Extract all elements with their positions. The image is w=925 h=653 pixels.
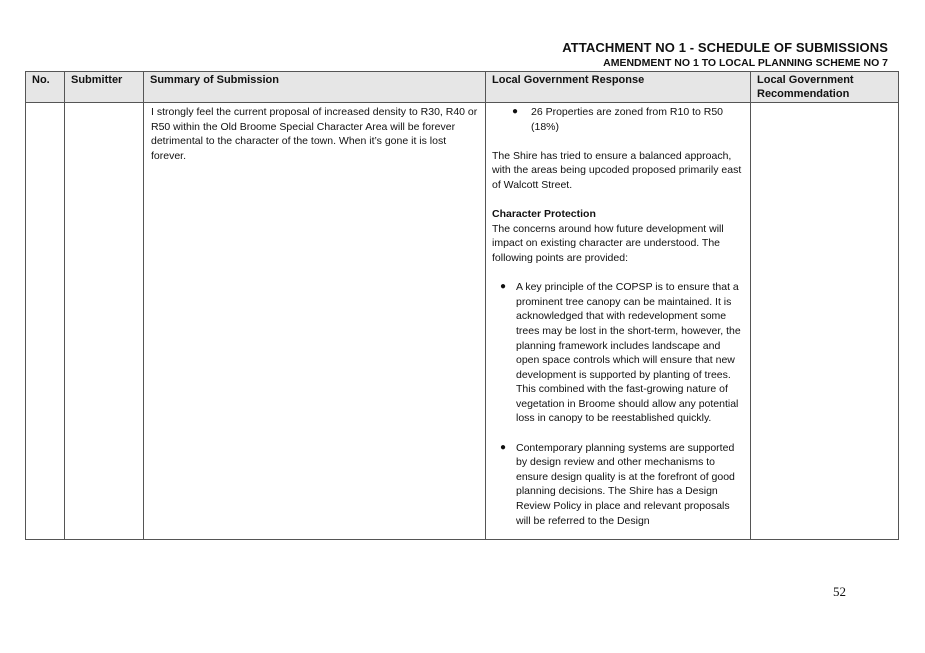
column-header-summary: Summary of Submission: [144, 72, 486, 103]
page-number: 52: [833, 584, 846, 599]
response-bullet-text: Contemporary planning systems are supported by design review and other mechanisms to ensure design quality is at the forefront of good planning decisions. The Shire has a Design Review Policy in place and relevant proposals will be referred to the Design: [516, 441, 735, 527]
cell-no: [26, 103, 65, 540]
column-header-recommendation: Local Government Recommendation: [751, 72, 899, 103]
column-header-submitter: Submitter: [65, 72, 144, 103]
bullet-icon: ●: [500, 441, 507, 453]
cell-summary: I strongly feel the current proposal of increased density to R30, R40 or R50 within the Old Broome Special Character Area will be forever detrimental to the character of the town. When it’s gone it is lost forever.: [144, 103, 486, 540]
response-bullet-properties: [492, 105, 744, 134]
response-heading-character: Character Protection: [492, 208, 596, 221]
cell-response: [486, 103, 751, 540]
table-header-row: [26, 72, 899, 103]
document-subtitle: AMENDMENT NO 1 TO LOCAL PLANNING SCHEME NO 7: [603, 57, 888, 69]
table-row: [26, 103, 899, 540]
submissions-table: [25, 71, 899, 540]
response-paragraph-concerns: The concerns around how future development will impact on existing character are understood. The following points are provided:: [492, 222, 724, 264]
document-title: ATTACHMENT NO 1 - SCHEDULE OF SUBMISSIONS: [562, 40, 888, 55]
column-header-response: Local Government Response: [486, 72, 751, 103]
response-bullet-text: A key principle of the COPSP is to ensure that a prominent tree canopy can be maintained. It is acknowledged that with redevelopment some trees may be lost in the short-term, however, the planning framework includes landscape and open space controls which will ensure that new development is supported by planting of trees. This combined with the fast-growing nature of vegetation in Broome should allow any potential loss in canopy to be reestablished quickly.: [516, 281, 741, 425]
cell-submitter: [65, 103, 144, 540]
cell-recommendation: [751, 103, 899, 540]
bullet-icon: ●: [500, 281, 507, 293]
response-bullet-canopy: [492, 280, 744, 426]
response-bullet-text: 26 Properties are zoned from R10 to R50 (18%): [531, 106, 724, 133]
column-header-no: No.: [26, 72, 65, 103]
response-paragraph-balanced: The Shire has tried to ensure a balanced approach, with the areas being upcoded proposed primarily east of Walcott Street.: [492, 149, 742, 191]
response-bullet-design: [492, 441, 744, 529]
bullet-icon: ●: [512, 106, 519, 117]
